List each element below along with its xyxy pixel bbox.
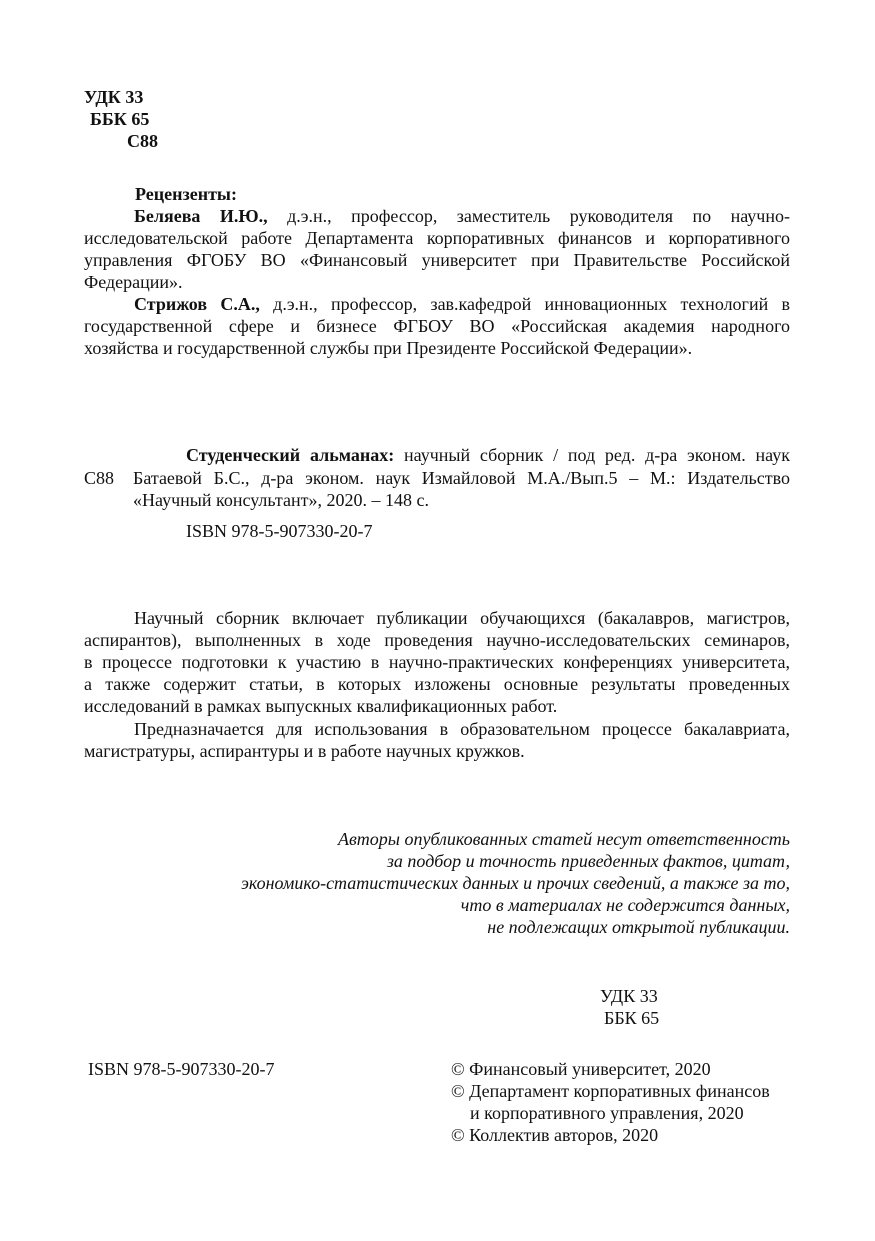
bottom-bbk-code: ББК 65 (604, 1008, 660, 1028)
abstract-line: в процессе подготовки к участию в научно-практических конференциях университета, (84, 652, 790, 672)
copyright-line: © Финансовый университет, 2020 (451, 1059, 711, 1079)
footer-isbn: ISBN 978-5-907330-20-7 (88, 1059, 275, 1079)
reviewer-2-line: Стрижов С.А., д.э.н., профессор, зав.кафедрой инновационных технологий в (134, 294, 790, 314)
abstract-line: магистратуры, аспирантуры и в работе научных кружков. (84, 741, 525, 761)
reviewer-2 (84, 293, 790, 359)
reviewer-1-line: управления ФГОБУ ВО «Финансовый университет при Правительстве Российской (84, 250, 790, 270)
copyright-line: © Департамент корпоративных финансов (451, 1081, 770, 1101)
reviewer-2-line: хозяйства и государственной службы при Президенте Российской Федерации». (84, 338, 693, 358)
abstract-line: а также содержит статьи, в которых изложены основные результаты проведенных (84, 674, 790, 694)
abstract-paragraph-2 (84, 718, 790, 762)
disclaimer-line: что в материалах не содержится данных, (460, 895, 790, 915)
reviewers-heading: Рецензенты: (135, 184, 237, 204)
abstract-line: Научный сборник включает публикации обучающихся (бакалавров, магистров, (134, 608, 790, 628)
bibliographic-mark: С88 (84, 468, 115, 488)
reviewer-2-name: Стрижов С.А., (134, 294, 260, 314)
disclaimer-line: Авторы опубликованных статей несут ответственность (337, 829, 790, 849)
copyright-line: и корпоративного управления, 2020 (470, 1103, 744, 1123)
udk-code: УДК 33 (84, 87, 144, 107)
reviewer-1-name: Беляева И.Ю., (134, 206, 268, 226)
disclaimer-line: не подлежащих открытой публикации. (487, 917, 790, 937)
abstract-line: Предназначается для использования в образовательном процессе бакалавриата, (134, 719, 790, 739)
abstract-line: аспирантов), выполненных в ходе проведения научно-исследовательских семинаров, (84, 630, 790, 650)
bibliographic-isbn: ISBN 978-5-907330-20-7 (186, 521, 373, 541)
bibliographic-line-2: Батаевой Б.С., д-ра эконом. наук Измайловой М.А./Вып.5 – М.: Издательство (133, 468, 790, 488)
copyright-line: © Коллектив авторов, 2020 (451, 1125, 659, 1145)
reviewer-1 (84, 205, 790, 293)
author-mark: С88 (127, 131, 158, 151)
abstract-line: исследований в рамках выпускных квалификационных работ. (84, 696, 558, 716)
disclaimer-line: экономико-статистических данных и прочих сведений, а также за то, (240, 873, 790, 893)
reviewer-1-line: исследовательской работе Департамента корпоративных финансов и корпоративного (84, 228, 790, 248)
reviewer-1-line: Федерации». (84, 272, 183, 292)
reviewer-1-line: Беляева И.Ю., д.э.н., профессор, заместитель руководителя по научно- (134, 206, 790, 226)
disclaimer (241, 828, 790, 938)
bottom-udk-code: УДК 33 (600, 986, 658, 1006)
disclaimer-line: за подбор и точность приведенных фактов, цитат, (386, 851, 790, 871)
reviewer-2-line: государственной сфере и бизнесе ФГБОУ ВО «Российская академия народного (84, 316, 790, 336)
almanac-title: Студенческий альманах: (186, 445, 395, 465)
bibliographic-line-3: «Научный консультант», 2020. – 148 с. (133, 490, 429, 510)
abstract-paragraph-1 (84, 607, 790, 717)
copyright-block (451, 1058, 770, 1146)
bibliographic-line-1: Студенческий альманах: научный сборник / под ред. д-ра эконом. наук (186, 445, 790, 465)
bbk-code: ББК 65 (90, 109, 150, 129)
